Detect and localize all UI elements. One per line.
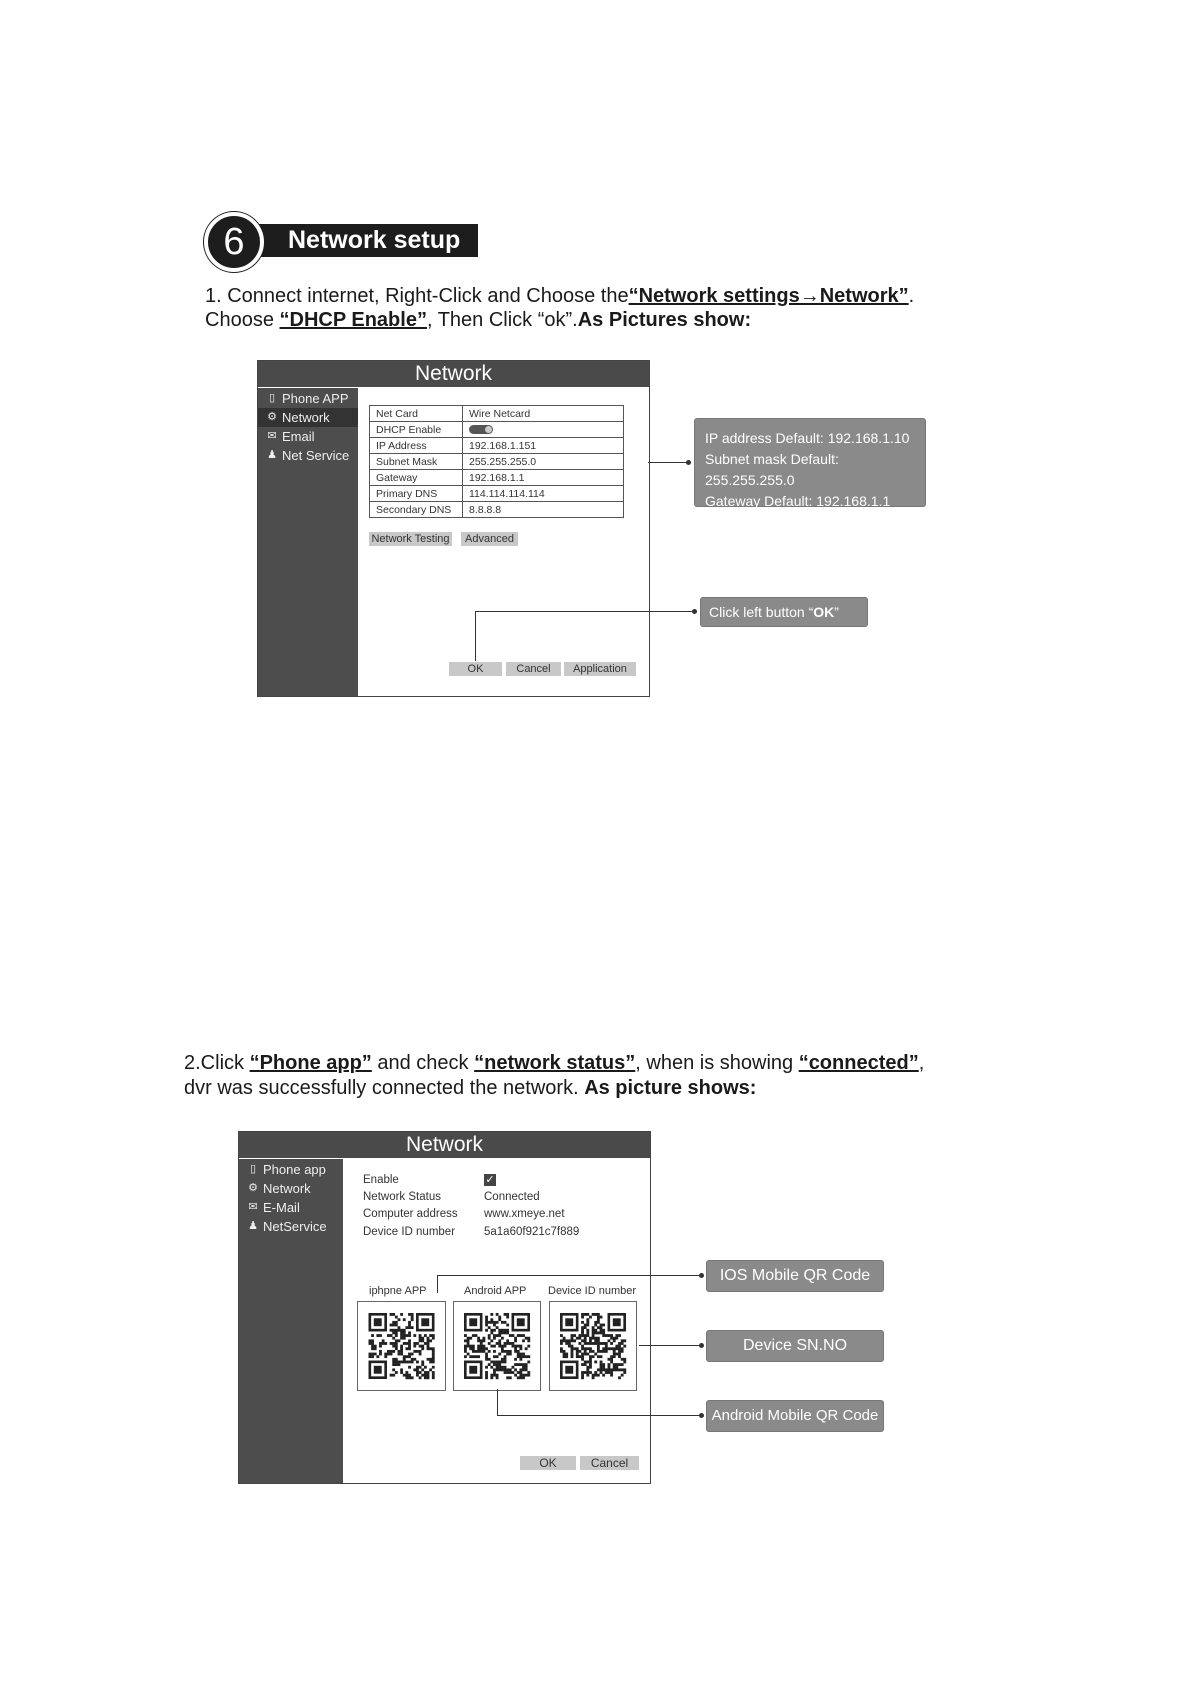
step1-line1: 1. Connect internet, Right-Click and Choose the“Network settings→Network”.	[205, 285, 915, 307]
network-icon: ⚙	[248, 1182, 258, 1194]
sidebar	[258, 388, 358, 696]
step2-line1: 2.Click “Phone app” and check “network status”, when is showing “connected”,	[184, 1052, 925, 1074]
enable-checkbox[interactable]: ✓	[485, 1174, 495, 1186]
device-qr-label: Device ID number	[548, 1285, 637, 1297]
user-icon: ♟	[267, 449, 277, 461]
step1-line2: Choose “DHCP Enable”, Then Click “ok”.As Pictures show:	[205, 309, 752, 331]
sidebar-item-label: E-Mail	[263, 1200, 300, 1215]
user-icon: ♟	[248, 1220, 258, 1232]
device-id-value: 5a1a60f921c7f889	[484, 1226, 580, 1238]
sidebar-item-label: Email	[282, 429, 315, 444]
row-label: IP Address	[370, 438, 463, 454]
sidebar-item-label: NetService	[263, 1219, 327, 1234]
step2-line2: dvr was successfully connected the network. As picture shows:	[184, 1077, 757, 1099]
sidebar-item-phone-app[interactable]	[258, 389, 358, 408]
row-value[interactable]	[463, 422, 624, 438]
sidebar-item-label: Net Service	[282, 448, 350, 463]
connector-dot	[699, 1343, 704, 1348]
section-title: Network setup	[250, 224, 478, 257]
row-value[interactable]: Wire Netcard	[463, 406, 624, 422]
table-row	[370, 470, 624, 486]
phone-icon: ▯	[249, 1163, 257, 1175]
table-row	[370, 486, 624, 502]
row-value[interactable]: 192.168.1.151	[463, 438, 624, 454]
mask-default-text: Subnet mask Default: 255.255.255.0	[705, 451, 839, 488]
window-title: Network	[239, 1132, 650, 1158]
cancel-button[interactable]: Cancel	[580, 1456, 639, 1470]
row-label: Primary DNS	[370, 486, 463, 502]
status-value: Connected	[484, 1191, 540, 1203]
sidebar-item-label: Network	[282, 410, 330, 425]
ios-qr-callout: IOS Mobile QR Code	[707, 1261, 883, 1291]
advanced-button[interactable]: Advanced	[461, 532, 518, 546]
step-number-badge: 6	[204, 212, 264, 272]
row-value[interactable]: 8.8.8.8	[463, 502, 624, 518]
iphone-qr-code	[357, 1301, 446, 1391]
sidebar-item-network[interactable]	[258, 408, 358, 427]
sidebar-item-label: Phone APP	[282, 391, 349, 406]
device-id-label: Device ID number	[363, 1226, 456, 1238]
dhcp-toggle[interactable]	[469, 425, 493, 434]
network-icon: ⚙	[267, 411, 277, 423]
sidebar-item-e-mail[interactable]	[239, 1198, 343, 1217]
connector-line	[497, 1415, 701, 1416]
connector-line	[475, 611, 476, 661]
ip-default-text: IP address Default: 192.168.1.10	[705, 430, 910, 446]
android-qr-callout: Android Mobile QR Code	[707, 1401, 883, 1431]
connector-line	[437, 1275, 701, 1276]
connector-dot	[692, 609, 697, 614]
phone-icon: ▯	[268, 392, 276, 404]
application-button[interactable]: Application	[564, 662, 636, 676]
sidebar-item-network[interactable]	[239, 1179, 343, 1198]
connector-line	[639, 1345, 701, 1346]
network-window-2	[238, 1131, 651, 1484]
device-id-qr-code	[549, 1301, 637, 1391]
iphone-qr-label: iphpne APP	[369, 1285, 427, 1297]
defaults-callout	[695, 419, 925, 509]
click-ok-callout: Click left button “OK”	[701, 598, 867, 626]
device-sn-callout: Device SN.NO	[707, 1331, 883, 1361]
android-qr-label: Android APP	[464, 1285, 527, 1297]
sidebar-item-netservice[interactable]	[239, 1217, 343, 1236]
row-label: DHCP Enable	[370, 422, 463, 438]
computer-address-label: Computer address	[363, 1208, 458, 1220]
computer-address-value: www.xmeye.net	[484, 1208, 565, 1220]
network-testing-button[interactable]: Network Testing	[369, 532, 452, 546]
table-row	[370, 422, 624, 438]
connector-dot	[699, 1413, 704, 1418]
connector-line	[437, 1275, 438, 1293]
sidebar-item-label: Network	[263, 1181, 311, 1196]
sidebar-item-phone-app[interactable]	[239, 1160, 343, 1179]
window-title: Network	[258, 361, 649, 387]
row-label: Gateway	[370, 470, 463, 486]
email-icon: ✉	[267, 430, 277, 442]
table-row	[370, 406, 624, 422]
connector-line	[497, 1389, 498, 1415]
sidebar-item-net-service[interactable]	[258, 446, 358, 465]
row-value[interactable]: 192.168.1.1	[463, 470, 624, 486]
network-settings-table	[369, 405, 624, 518]
sidebar	[239, 1159, 343, 1483]
table-row	[370, 454, 624, 470]
sidebar-item-label: Phone app	[263, 1162, 326, 1177]
enable-label: Enable	[363, 1174, 399, 1186]
connector-dot	[699, 1273, 704, 1278]
connector-dot	[686, 460, 691, 465]
sidebar-item-email[interactable]	[258, 427, 358, 446]
connector-line	[475, 611, 694, 612]
network-window-1	[257, 360, 650, 697]
row-value[interactable]: 255.255.255.0	[463, 454, 624, 470]
connector-line	[648, 462, 689, 463]
ok-button[interactable]: OK	[520, 1456, 576, 1470]
ok-button[interactable]: OK	[449, 662, 502, 676]
row-label: Secondary DNS	[370, 502, 463, 518]
cancel-button[interactable]: Cancel	[506, 662, 561, 676]
row-label: Net Card	[370, 406, 463, 422]
table-row	[370, 502, 624, 518]
android-qr-code	[453, 1301, 541, 1391]
row-value[interactable]: 114.114.114.114	[463, 486, 624, 502]
table-row	[370, 438, 624, 454]
status-label: Network Status	[363, 1191, 441, 1203]
email-icon: ✉	[248, 1201, 258, 1213]
gateway-default-text: Gateway Default: 192.168.1.1	[705, 493, 891, 509]
row-label: Subnet Mask	[370, 454, 463, 470]
